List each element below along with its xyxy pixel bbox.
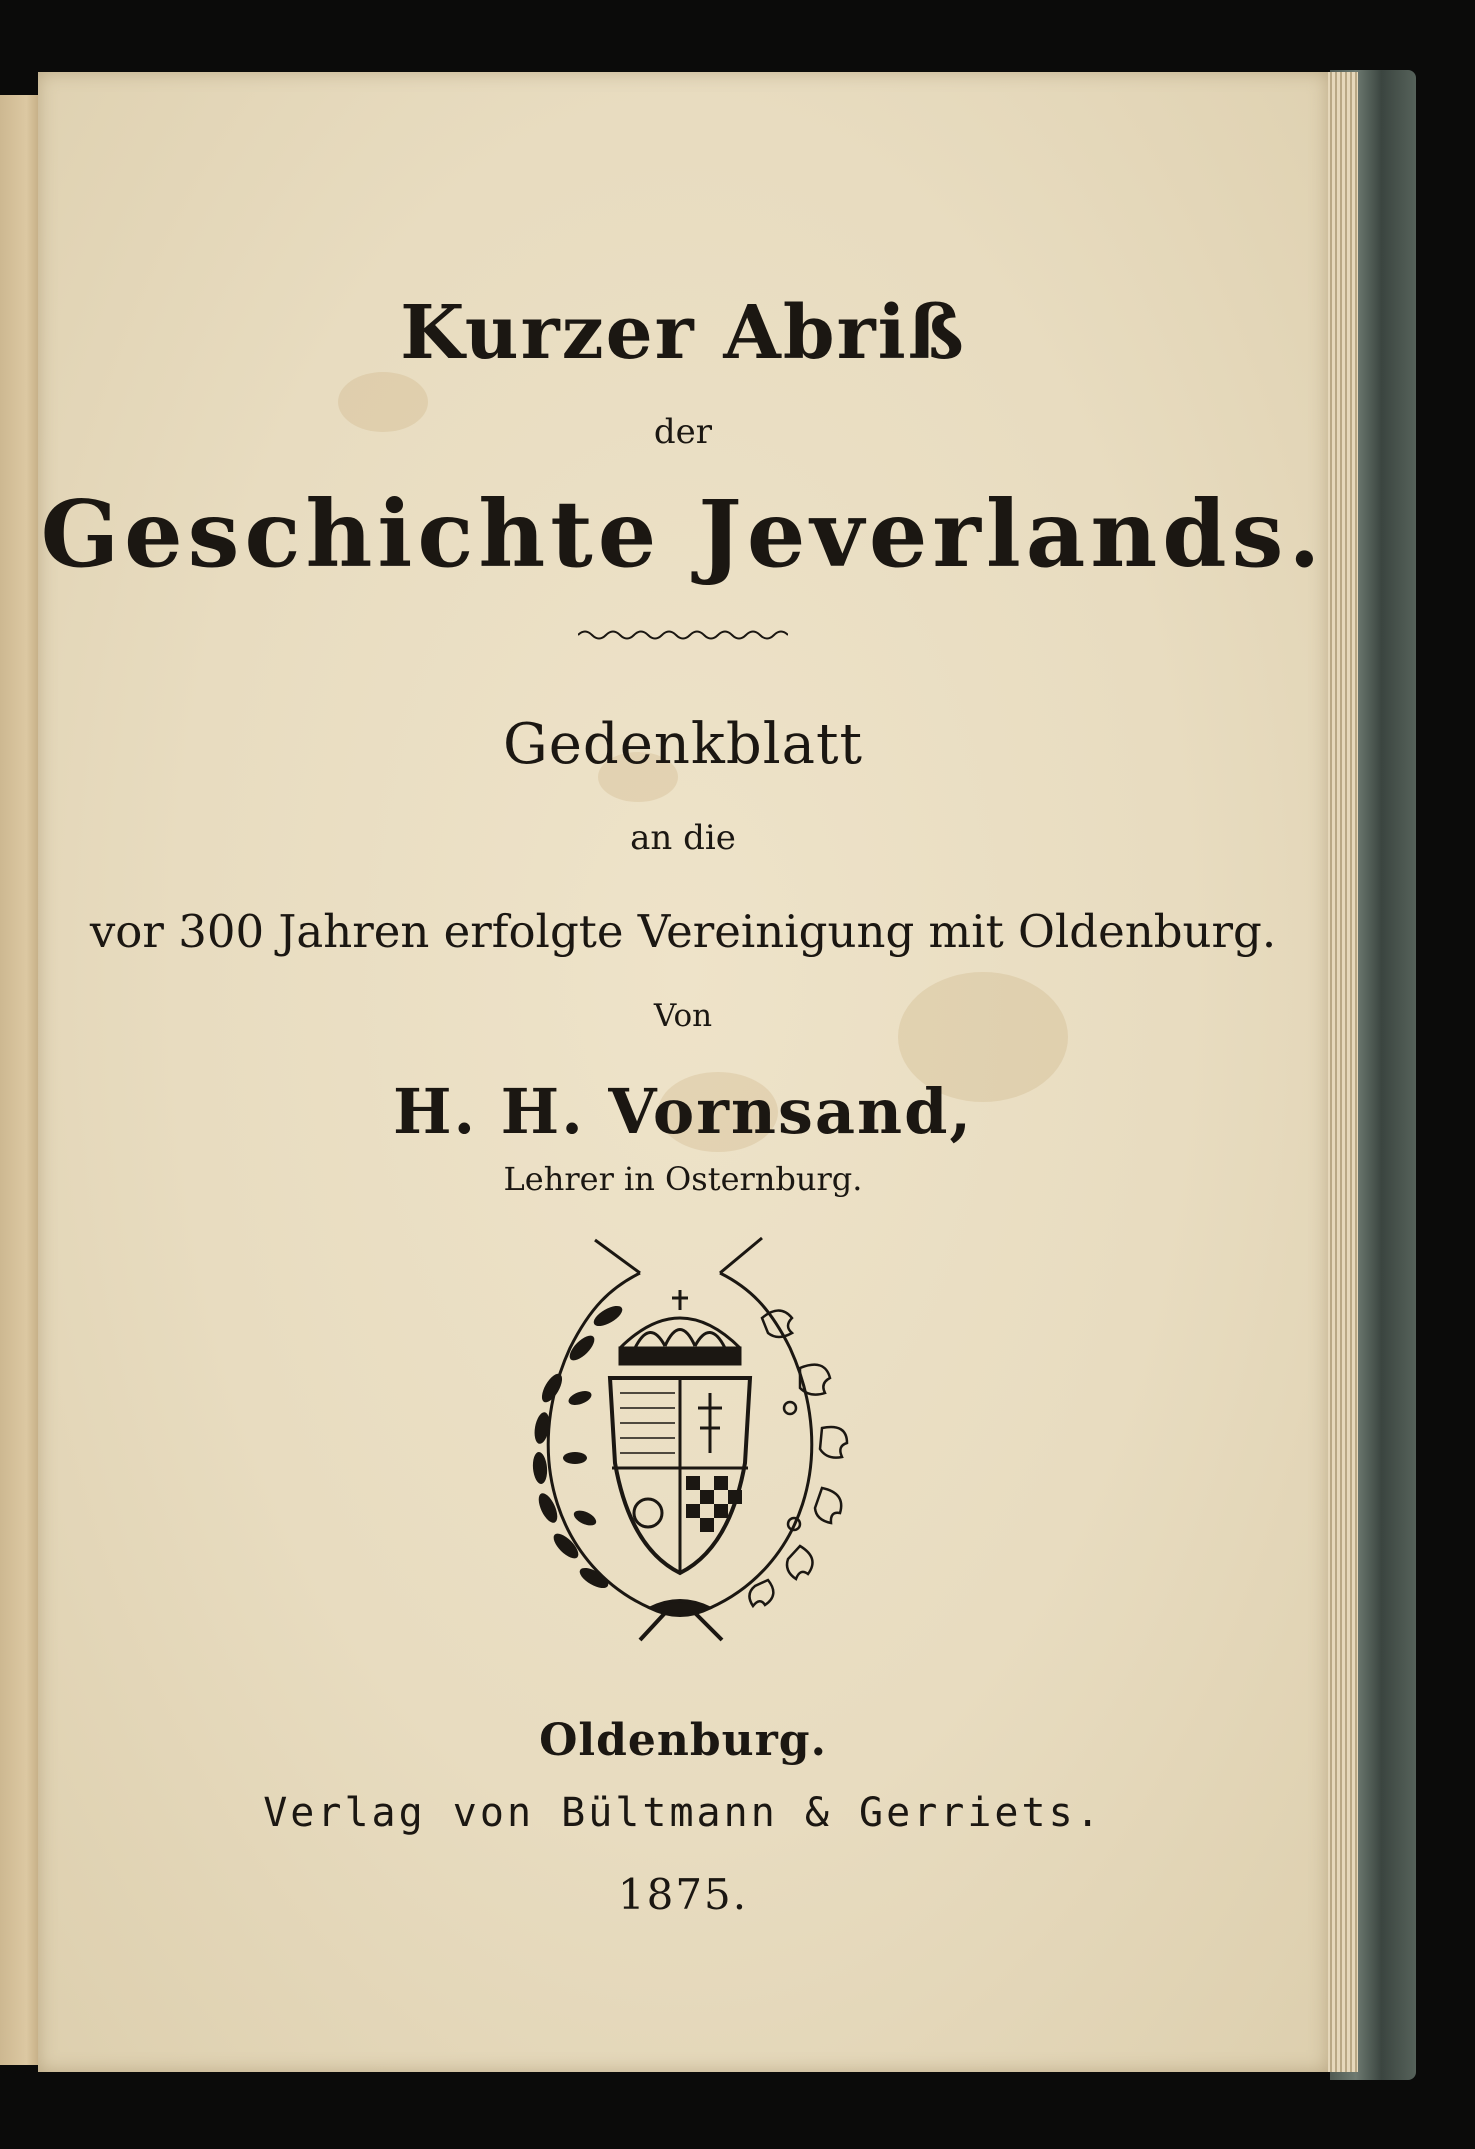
by-label: Von [653,998,713,1034]
subtitle: Gedenkblatt [502,712,863,777]
author-role: Lehrer in Osternburg. [503,1160,863,1198]
publication-year: 1875. [617,1870,749,1919]
title-connector: der [653,412,713,452]
author-name: H. H. Vornsand, [392,1075,974,1148]
subtitle-connector: an die [630,818,736,858]
wavy-divider [578,625,788,645]
publisher-line: Verlag von Bültmann & Gerriets. [263,1790,1103,1836]
publication-place: Oldenburg. [539,1715,827,1766]
dedication-line: vor 300 Jahren erfolgte Vereinigung mit Oldenburg. [89,905,1277,958]
coat-of-arms-emblem [500,1228,860,1648]
title-line-1: Kurzer Abriß [400,290,966,376]
title-line-2: Geschichte Jeverlands. [40,480,1326,588]
